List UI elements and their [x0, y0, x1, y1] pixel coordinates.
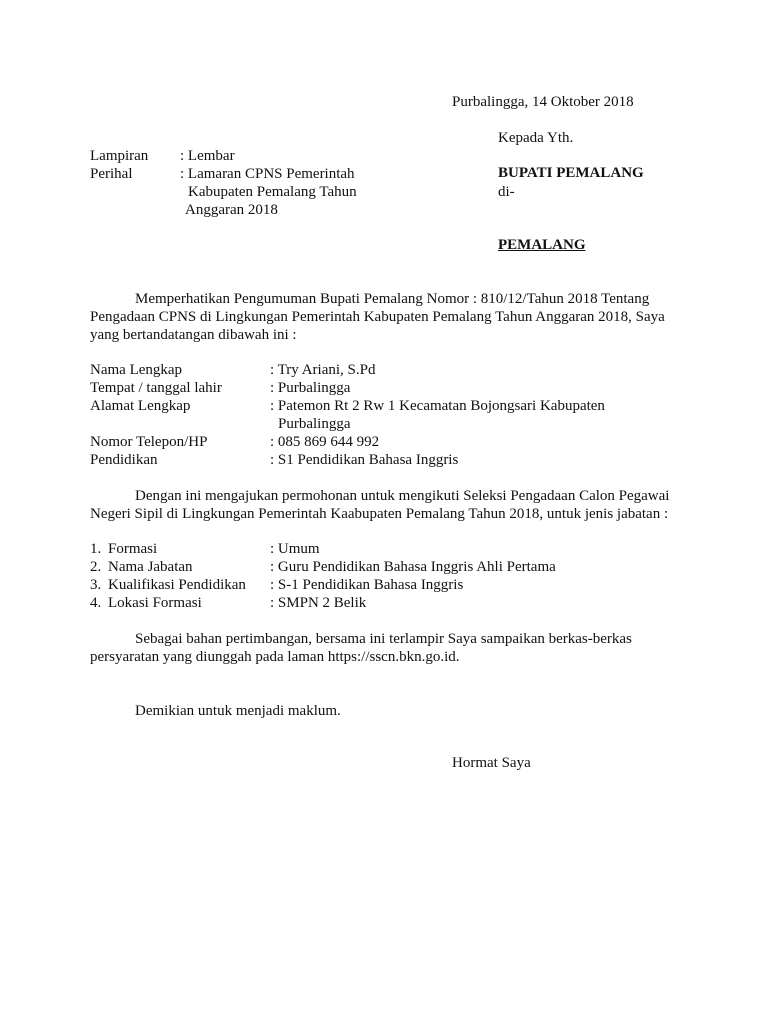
identity-value: Purbalingga — [278, 416, 351, 432]
lampiran-label: Lampiran — [90, 148, 149, 164]
identity-label: Tempat / tanggal lahir — [90, 380, 222, 396]
consideration-line-1: Sebagai bahan pertimbangan, bersama ini terlampir Saya sampaikan berkas-berkas — [135, 631, 632, 647]
identity-value: : 085 869 644 992 — [270, 434, 380, 450]
perihal-line-3: Anggaran 2018 — [185, 202, 278, 218]
position-value: : Umum — [270, 541, 320, 557]
application-line-2: Negeri Sipil di Lingkungan Pemerintah Kaabupaten Pemalang Tahun 2018, untuk jenis jabatan : — [90, 506, 669, 522]
recipient-name: BUPATI PEMALANG — [498, 165, 644, 181]
recipient-greeting: Kepada Yth. — [498, 130, 574, 146]
recipient-city: PEMALANG — [498, 237, 586, 253]
perihal-line-1: : Lamaran CPNS Pemerintah — [180, 166, 355, 182]
position-number: 4. — [90, 595, 102, 611]
identity-label: Alamat Lengkap — [90, 398, 191, 414]
lampiran-value: : Lembar — [180, 148, 235, 164]
position-label: Lokasi Formasi — [108, 595, 202, 611]
position-value: : S-1 Pendidikan Bahasa Inggris — [270, 577, 464, 593]
opening-line-3: yang bertandatangan dibawah ini : — [90, 327, 297, 343]
position-value: : Guru Pendidikan Bahasa Inggris Ahli Pertama — [270, 559, 556, 575]
consideration-line-2: persyaratan yang diunggah pada laman https://sscn.bkn.go.id. — [90, 649, 460, 665]
recipient-di: di- — [498, 184, 515, 200]
identity-label: Nama Lengkap — [90, 362, 183, 378]
opening-line-1: Memperhatikan Pengumuman Bupati Pemalang Nomor : 810/12/Tahun 2018 Tentang — [135, 291, 650, 307]
position-number: 3. — [90, 577, 102, 593]
identity-value: : Purbalingga — [270, 380, 351, 396]
identity-label: Nomor Telepon/HP — [90, 434, 208, 450]
perihal-line-2: Kabupaten Pemalang Tahun — [188, 184, 357, 200]
letter-date: Purbalingga, 14 Oktober 2018 — [452, 94, 634, 110]
closing-statement: Demikian untuk menjadi maklum. — [135, 703, 341, 719]
identity-value: : Patemon Rt 2 Rw 1 Kecamatan Bojongsari Kabupaten — [270, 398, 605, 414]
position-value: : SMPN 2 Belik — [270, 595, 367, 611]
position-label: Kualifikasi Pendidikan — [108, 577, 246, 593]
opening-line-2: Pengadaan CPNS di Lingkungan Pemerintah Kabupaten Pemalang Tahun Anggaran 2018, Saya — [90, 309, 665, 325]
identity-label: Pendidikan — [90, 452, 158, 468]
position-label: Nama Jabatan — [108, 559, 193, 575]
identity-value: : Try Ariani, S.Pd — [270, 362, 376, 378]
signoff: Hormat Saya — [452, 755, 531, 771]
position-label: Formasi — [108, 541, 158, 557]
identity-value: : S1 Pendidikan Bahasa Inggris — [270, 452, 459, 468]
application-line-1: Dengan ini mengajukan permohonan untuk mengikuti Seleksi Pengadaan Calon Pegawai — [135, 488, 670, 504]
position-number: 2. — [90, 559, 102, 575]
position-number: 1. — [90, 541, 102, 557]
perihal-label: Perihal — [90, 166, 133, 182]
